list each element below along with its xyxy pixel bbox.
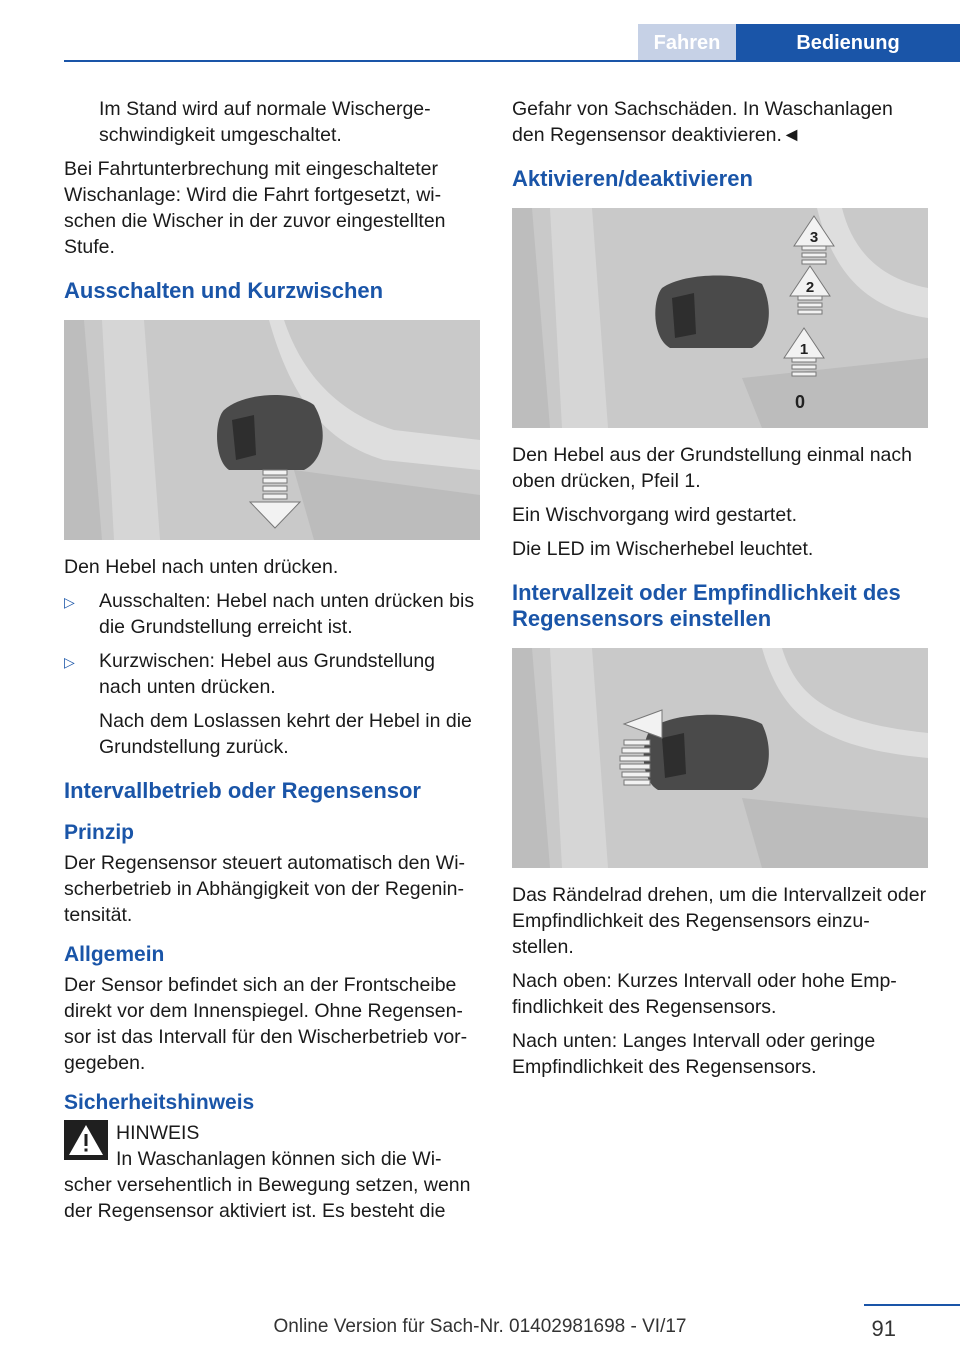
heading-intervallbetrieb: Intervallbetrieb oder Regensensor [64, 778, 421, 803]
tab-fahren[interactable]: Fahren [638, 24, 736, 62]
list-item-text: Ausschalten: Hebel nach unten drücken bis die Grundstellung erreicht ist. [99, 590, 475, 638]
warning-text-cont: scher versehentlich in Bewegung setzen, wenn der Regensensor aktiviert ist. Es besteht die [64, 1174, 471, 1222]
heading-prinzip: Prinzip [64, 821, 135, 844]
heading-intervallzeit: Intervallzeit oder Empfindlichkeit des Regensensors einstellen [512, 580, 901, 631]
paragraph: Nach oben: Kurzes Intervall oder hohe Emp-findlichkeit des Regensensors. [512, 970, 897, 1018]
paragraph: Die LED im Wischerhebel leuchtet. [512, 538, 814, 560]
figure-lever-up [512, 208, 928, 428]
paragraph: Der Regensensor steuert automatisch den Wi-scherbetrieb in Abhängigkeit von der Regenin-tensität. [64, 852, 466, 926]
heading-aktivieren: Aktivieren/deaktivieren [512, 166, 753, 191]
figure-lever-down [64, 320, 480, 540]
triangle-bullet-icon: ▷ [64, 654, 75, 670]
arrow-label-3: 3 [809, 229, 819, 246]
page-number: 91 [871, 1316, 896, 1341]
paragraph: Bei Fahrtunterbrechung mit eingeschalteter Wischanlage: Wird die Fahrt fortgesetzt, wi-schen die Wischer in der zuvor eingestellten Stufe. [64, 158, 446, 258]
position-label-0: 0 [794, 392, 806, 412]
header-rule [64, 60, 960, 62]
paragraph: Den Hebel aus der Grundstellung einmal nach oben drücken, Pfeil 1. [512, 444, 912, 492]
paragraph: Nach unten: Langes Intervall oder geringe Empfindlichkeit des Regensensors. [512, 1030, 876, 1078]
footer-rule [864, 1304, 960, 1306]
triangle-bullet-icon: ▷ [64, 594, 75, 610]
list-item [64, 588, 480, 640]
paragraph: Das Rändelrad drehen, um die Intervallzeit oder Empfindlichkeit des Regensensors einzu-stellen. [512, 884, 927, 958]
section-tabs [638, 24, 960, 62]
warning-block [64, 1120, 480, 1172]
arrow-label-1: 1 [799, 341, 809, 358]
arrow-label-2: 2 [805, 279, 815, 296]
paragraph: Gefahr von Sachschäden. In Waschanlagen den Regensensor deaktivieren.◄ [512, 98, 893, 146]
warning-text: In Waschanlagen können sich die Wi- [116, 1148, 442, 1170]
paragraph: Den Hebel nach unten drücken. [64, 556, 339, 578]
warning-title: HINWEIS [116, 1122, 200, 1144]
footer-text: Online Version für Sach-Nr. 01402981698 - VI/17 [273, 1316, 687, 1337]
left-column [64, 96, 480, 1232]
paragraph: Nach dem Loslassen kehrt der Hebel in die Grundstellung zurück. [99, 710, 472, 758]
tab-bedienung[interactable]: Bedienung [736, 24, 960, 62]
list-item [64, 648, 480, 700]
figure-knurled-wheel [512, 648, 928, 868]
heading-sicherheitshinweis: Sicherheitshinweis [64, 1091, 255, 1114]
paragraph: Ein Wischvorgang wird gestartet. [512, 504, 798, 526]
paragraph: Der Sensor befindet sich an der Frontscheibe direkt vor dem Innenspiegel. Ohne Regensen-sor ist das Intervall für den Wischerbetrieb vor-gegeben. [64, 974, 468, 1074]
heading-ausschalten: Ausschalten und Kurzwischen [64, 278, 384, 303]
right-column [512, 96, 928, 1088]
paragraph: Im Stand wird auf normale Wischerge-schwindigkeit umgeschaltet. [99, 98, 431, 146]
heading-allgemein: Allgemein [64, 943, 165, 966]
warning-triangle-icon [64, 1120, 108, 1160]
list-item-text: Kurzwischen: Hebel aus Grundstellung nach unten drücken. [99, 650, 436, 698]
